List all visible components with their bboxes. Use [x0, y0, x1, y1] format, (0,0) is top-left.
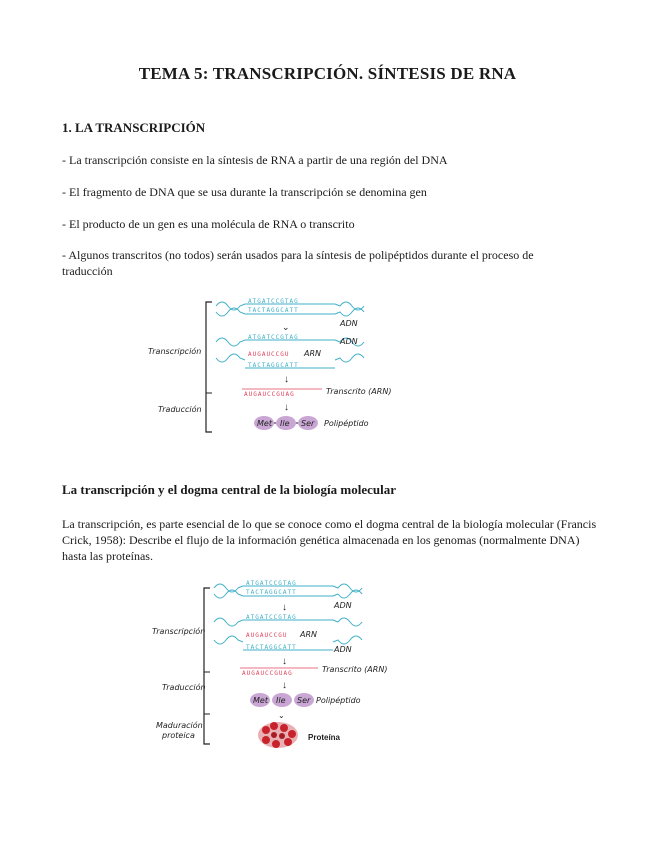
- down-arrow-icon: ↓: [284, 374, 289, 385]
- label-proteica: proteica: [162, 731, 195, 740]
- section-heading-transcription: 1. LA TRANSCRIPCIÓN: [62, 120, 206, 135]
- down-arrow-icon-5: ↓: [282, 680, 287, 691]
- label-transcrito-2: Transcrito (ARN): [322, 665, 388, 674]
- label-adn-3: ADN: [334, 601, 352, 610]
- label-adn-1: ADN: [340, 319, 358, 328]
- dogma-paragraph: La transcripción, es parte esencial de lo que se conoce como el dogma central de la biología molecular (Francis Crick, 1958): Describe el flujo de la información genética almacenada en los genomas (normalmente DNA) hasta las proteínas.: [62, 517, 597, 563]
- dna-top-seq-3: ATGATCCGTAG: [246, 580, 297, 587]
- dna-bottom-seq-3: TACTAGGCATT: [246, 589, 297, 596]
- aa-ser-2: Ser: [297, 696, 311, 705]
- label-traduccion-2: Traducción: [162, 683, 206, 692]
- dna-top-seq-4: ATGATCCGTAG: [246, 614, 297, 621]
- label-transcrito: Transcrito (ARN): [326, 387, 392, 396]
- rna-seq: AUGAUCCGU: [248, 351, 290, 358]
- label-arn-2: ARN: [300, 630, 318, 639]
- aa-ser: Ser: [301, 419, 315, 428]
- label-adn-4: ADN: [334, 645, 352, 654]
- rna-seq-2: AUGAUCCGU: [246, 632, 288, 639]
- label-polipeptido: Polipéptido: [324, 419, 369, 428]
- central-dogma-diagram: [148, 578, 408, 754]
- bullet-3: - El producto de un gen es una molécula de RNA o transcrito: [62, 217, 355, 231]
- label-transcripcion: Transcripción: [148, 347, 202, 356]
- label-maduracion: Maduración: [156, 721, 203, 730]
- label-proteina: Proteína: [308, 733, 341, 742]
- down-arrow-icon-3: ↓: [282, 602, 287, 613]
- transcription-translation-diagram: [140, 292, 410, 440]
- folded-protein-icon: [258, 722, 298, 748]
- label-traduccion: Traducción: [158, 405, 202, 414]
- down-arrow-icon-4: ↓: [282, 656, 287, 667]
- bullet-2: - El fragmento de DNA que se usa durante la transcripción se denomina gen: [62, 185, 427, 199]
- aa-ile: Ile: [280, 419, 290, 428]
- aa-met: Met: [257, 419, 272, 428]
- dna-bottom-seq-2: TACTAGGCATT: [248, 362, 299, 369]
- down-arrow-icon-2: ↓: [284, 402, 289, 413]
- label-transcripcion-2: Transcripción: [152, 627, 206, 636]
- bullet-4: - Algunos transcritos (no todos) serán usados para la síntesis de polipéptidos durante el proceso de traducción: [62, 248, 534, 278]
- label-adn-2: ADN: [340, 337, 358, 346]
- dna-bottom-seq-4: TACTAGGCATT: [246, 644, 297, 651]
- label-arn: ARN: [304, 349, 322, 358]
- bullet-1: - La transcripción consiste en la síntesis de RNA a partir de una región del DNA: [62, 153, 448, 167]
- dna-bottom-seq: TACTAGGCATT: [248, 307, 299, 314]
- aa-ile-2: Ile: [276, 696, 286, 705]
- dna-top-seq: ATGATCCGTAG: [248, 298, 299, 305]
- transcript-seq-2: AUGAUCCGUAG: [242, 670, 293, 677]
- page-title: TEMA 5: TRANSCRIPCIÓN. SÍNTESIS DE RNA: [138, 64, 517, 83]
- arrow-icon: ⌄: [282, 322, 290, 332]
- label-polipeptido-2: Polipéptido: [316, 696, 361, 705]
- aa-met-2: Met: [253, 696, 268, 705]
- dna-top-seq-2: ATGATCCGTAG: [248, 334, 299, 341]
- section-heading-dogma: La transcripción y el dogma central de la biología molecular: [62, 482, 396, 497]
- diagram-bracket: [206, 302, 212, 432]
- transcript-seq: AUGAUCCGUAG: [244, 391, 295, 398]
- down-arrow-icon-6: ⌄: [278, 711, 285, 720]
